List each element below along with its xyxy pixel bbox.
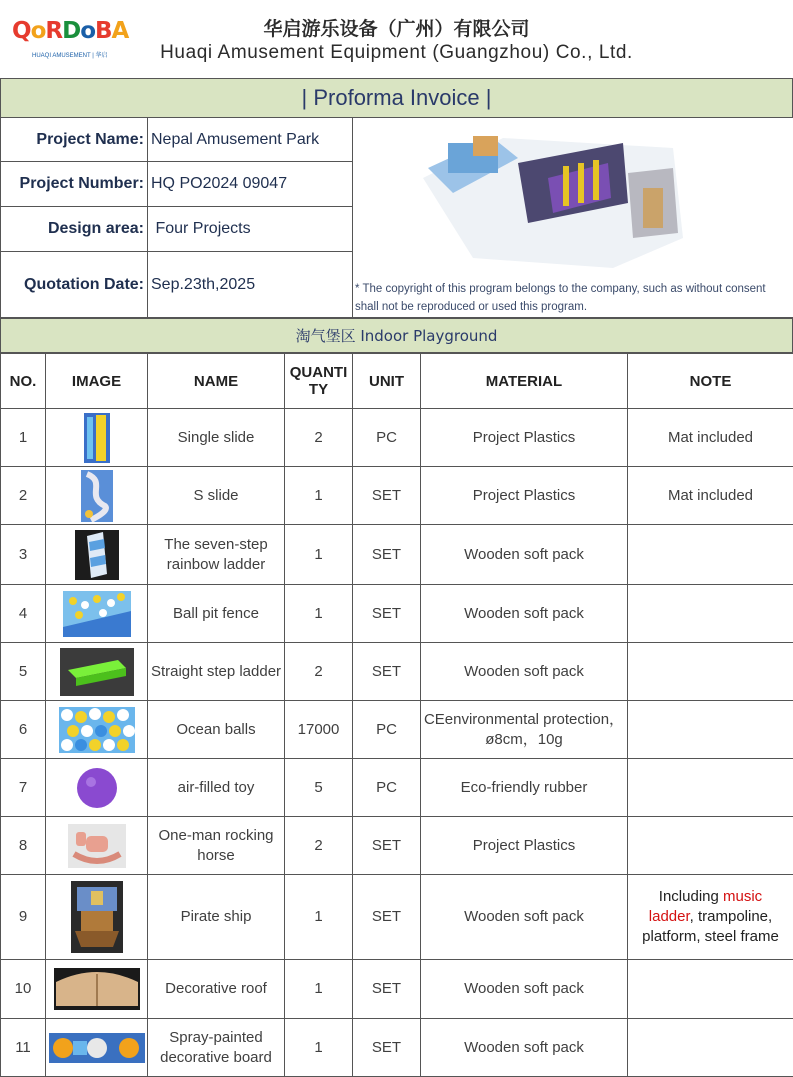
name-line2: horse [197, 846, 235, 864]
note-text: , trampoline, [689, 908, 773, 925]
project-rendering-cell [353, 118, 793, 318]
name-line1: One-man rocking [158, 826, 274, 844]
copyright-notice: * The copyright of this program belongs to the company, such as without consent shall not be reproduced or used this program. [355, 283, 766, 313]
cell-quantity: 1 [285, 875, 353, 960]
cell-unit: SET [353, 585, 421, 643]
cell-quantity: 2 [285, 817, 353, 875]
cell-note [628, 525, 793, 585]
cell-material: Wooden soft pack [421, 525, 628, 585]
cell-name [148, 817, 285, 875]
cell-note [628, 875, 793, 960]
column-header-name: NAME [148, 354, 285, 409]
cell-image [46, 817, 148, 875]
table-row [1, 759, 793, 817]
decorative-board-thumbnail [49, 1033, 145, 1063]
cell-image [46, 409, 148, 467]
column-header-unit: UNIT [353, 354, 421, 409]
cell-image [46, 701, 148, 759]
cell-name: Single slide [148, 409, 285, 467]
cell-unit: SET [353, 875, 421, 960]
cell-image [46, 960, 148, 1019]
cell-no: 2 [1, 467, 46, 525]
cell-image [46, 467, 148, 525]
cell-image [46, 875, 148, 960]
cell-quantity: 2 [285, 643, 353, 701]
project-info-block [0, 118, 793, 318]
cell-note [628, 759, 793, 817]
cell-material: Wooden soft pack [421, 1019, 628, 1077]
decorative-roof-thumbnail [54, 968, 140, 1010]
cell-name: Straight step ladder [148, 643, 285, 701]
cell-name: air-filled toy [148, 759, 285, 817]
design-area-row [1, 207, 353, 252]
cell-quantity: 1 [285, 467, 353, 525]
column-header-image: IMAGE [46, 354, 148, 409]
cell-note [628, 585, 793, 643]
table-row [1, 585, 793, 643]
design-area-label: Design area: [1, 207, 148, 251]
section-title: 淘气堡区 Indoor Playground [0, 318, 793, 353]
cell-image [46, 759, 148, 817]
svg-text:QoRDoBA: QoRDoBA [12, 18, 129, 44]
quotation-date-row [1, 252, 353, 318]
column-header-no: NO. [1, 354, 46, 409]
cell-image [46, 1019, 148, 1077]
quotation-date-value: Sep.23th,2025 [151, 275, 256, 293]
project-name-row [1, 118, 353, 162]
cell-name: Ocean balls [148, 701, 285, 759]
table-row [1, 960, 793, 1019]
table-row [1, 817, 793, 875]
cell-unit: SET [353, 817, 421, 875]
s-slide-thumbnail [81, 470, 113, 522]
cell-material [421, 701, 628, 759]
cell-no: 7 [1, 759, 46, 817]
column-header-note: NOTE [628, 354, 793, 409]
cell-quantity: 1 [285, 525, 353, 585]
table-row [1, 643, 793, 701]
cell-quantity: 1 [285, 960, 353, 1019]
cell-note [628, 960, 793, 1019]
pirate-ship-thumbnail [71, 881, 123, 953]
cell-unit: PC [353, 759, 421, 817]
cell-name: Pirate ship [148, 875, 285, 960]
cell-quantity: 1 [285, 1019, 353, 1077]
table-row [1, 1019, 793, 1077]
cell-unit: PC [353, 701, 421, 759]
project-number-label: Project Number: [1, 162, 148, 206]
cell-material: Wooden soft pack [421, 643, 628, 701]
note-highlight: ladder [648, 908, 690, 925]
cell-no: 4 [1, 585, 46, 643]
cell-note: Mat included [628, 467, 793, 525]
cell-quantity: 5 [285, 759, 353, 817]
cell-name: Decorative roof [148, 960, 285, 1019]
cell-quantity: 1 [285, 585, 353, 643]
cell-material: Project Plastics [421, 467, 628, 525]
cell-note [628, 1019, 793, 1077]
note-text: Including [658, 888, 724, 905]
material-line1: CEenvironmental protection， [423, 710, 625, 728]
cell-note [628, 701, 793, 759]
cell-name [148, 1019, 285, 1077]
cell-unit: SET [353, 525, 421, 585]
cell-name: S slide [148, 467, 285, 525]
table-row [1, 525, 793, 585]
cell-unit: SET [353, 643, 421, 701]
table-row [1, 875, 793, 960]
project-number-row [1, 162, 353, 207]
column-header-quantity [285, 354, 353, 409]
letterhead [0, 0, 793, 78]
company-name-english: Huaqi Amusement Equipment (Guangzhou) Co., Ltd. [160, 42, 633, 63]
cell-quantity: 17000 [285, 701, 353, 759]
ocean-balls-thumbnail [59, 707, 135, 753]
cell-no: 8 [1, 817, 46, 875]
cell-no: 9 [1, 875, 46, 960]
cell-no: 11 [1, 1019, 46, 1077]
cell-image [46, 585, 148, 643]
company-name-chinese: 华启游乐设备（广州）有限公司 [263, 18, 530, 40]
table-header-row [1, 354, 793, 409]
design-area-value: Four Projects [151, 220, 251, 237]
cell-unit: SET [353, 960, 421, 1019]
cell-material: Wooden soft pack [421, 875, 628, 960]
quotation-date-label: Quotation Date: [1, 252, 148, 317]
cell-unit: SET [353, 1019, 421, 1077]
quantity-header-line2: TY [308, 381, 329, 398]
column-header-material: MATERIAL [421, 354, 628, 409]
single-slide-thumbnail [84, 413, 110, 463]
cell-material: Project Plastics [421, 409, 628, 467]
note-text: platform, steel frame [642, 928, 779, 945]
cell-name [148, 525, 285, 585]
playground-rendering-image [353, 118, 793, 278]
cell-unit: SET [353, 467, 421, 525]
cell-image [46, 525, 148, 585]
project-number-value: HQ PO2024 09047 [151, 175, 288, 192]
cell-note [628, 643, 793, 701]
table-row [1, 409, 793, 467]
cell-material: Wooden soft pack [421, 960, 628, 1019]
ball-pit-fence-thumbnail [63, 591, 131, 637]
cell-image [46, 643, 148, 701]
material-line2: ø8cm，10g [485, 730, 563, 748]
cell-material: Eco-friendly rubber [421, 759, 628, 817]
name-line1: The seven-step [164, 535, 268, 553]
cell-material: Wooden soft pack [421, 585, 628, 643]
cell-material: Project Plastics [421, 817, 628, 875]
logo-subtitle: HUAQI AMUSEMENT | 华启 [32, 53, 108, 59]
name-line1: Spray-painted [169, 1028, 263, 1046]
cell-no: 3 [1, 525, 46, 585]
document-title: | Proforma Invoice | [0, 78, 793, 118]
quantity-header-line1: QUANTI [289, 364, 348, 381]
name-line2: rainbow ladder [166, 555, 266, 573]
project-name-value: Nepal Amusement Park [151, 130, 320, 148]
cell-name: Ball pit fence [148, 585, 285, 643]
cell-note [628, 817, 793, 875]
note-highlight: music [723, 888, 763, 905]
project-name-label: Project Name: [1, 118, 148, 161]
cell-quantity: 2 [285, 409, 353, 467]
cell-no: 10 [1, 960, 46, 1019]
cell-no: 6 [1, 701, 46, 759]
step-ladder-thumbnail [60, 648, 134, 696]
cell-no: 5 [1, 643, 46, 701]
cell-unit: PC [353, 409, 421, 467]
items-table [0, 353, 793, 1077]
rainbow-ladder-thumbnail [75, 530, 119, 580]
name-line2: decorative board [160, 1048, 272, 1066]
rocking-horse-thumbnail [68, 824, 126, 868]
air-filled-toy-thumbnail [75, 766, 119, 810]
table-row [1, 467, 793, 525]
table-row [1, 701, 793, 759]
cell-note: Mat included [628, 409, 793, 467]
cell-no: 1 [1, 409, 46, 467]
